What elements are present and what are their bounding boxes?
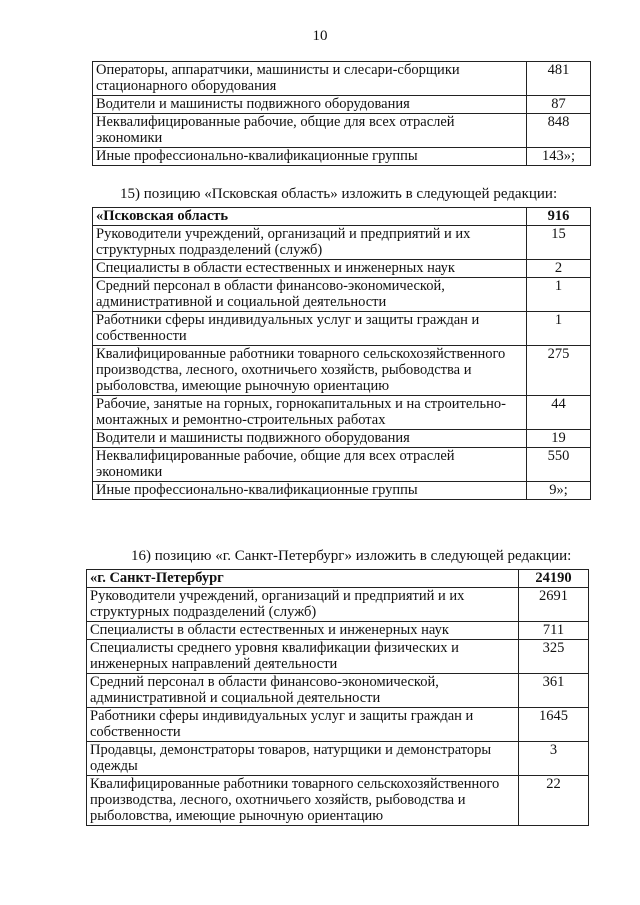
table-row [93,346,591,396]
pskov-region-table [92,207,591,500]
table-row [93,114,591,148]
row-label: Иные профессионально-квалификационные группы [93,482,527,500]
row-value: 15 [527,226,591,260]
saint-petersburg-table [86,569,589,826]
row-label: Неквалифицированные рабочие, общие для всех отраслей экономики [93,448,527,482]
row-value: 550 [527,448,591,482]
page-number: 10 [312,28,328,44]
region-name: «г. Санкт-Петербург [87,570,519,588]
row-label: Водители и машинисты подвижного оборудования [93,430,527,448]
table-continuation [92,61,591,166]
table-row [87,622,589,640]
row-label: Неквалифицированные рабочие, общие для всех отраслей экономики [93,114,527,148]
row-label: Рабочие, занятые на горных, горнокапитальных и на строительно-монтажных и ремонтно-строительных работах [93,396,527,430]
row-value: 361 [519,674,589,708]
table-row [87,742,589,776]
row-label: Средний персонал в области финансово-экономической, административной и социальной деятельности [87,674,519,708]
row-value: 3 [519,742,589,776]
table-row [93,482,591,500]
table-header-row [87,570,589,588]
table-header-row [93,208,591,226]
table-row [87,776,589,826]
row-value: 9»; [527,482,591,500]
row-value: 1645 [519,708,589,742]
row-value: 481 [527,62,591,96]
row-label: Квалифицированные работники товарного сельскохозяйственного производства, лесного, охотничьего хозяйств, рыбоводства и рыболовства, имеющие рыночную ориентацию [93,346,527,396]
row-label: Операторы, аппаратчики, машинисты и слесари-сборщики стационарного оборудования [93,62,527,96]
table-row [93,312,591,346]
section-15-caption: 15) позицию «Псковская область» изложить в следующей редакции: [120,186,558,202]
row-label: Иные профессионально-квалификационные группы [93,148,527,166]
row-value: 2 [527,260,591,278]
row-value: 1 [527,278,591,312]
table-row [93,396,591,430]
row-label: Руководители учреждений, организаций и предприятий и их структурных подразделений (служб) [87,588,519,622]
table-row [93,430,591,448]
table-row [87,708,589,742]
row-value: 22 [519,776,589,826]
table-row [93,148,591,166]
section-16-caption: 16) позицию «г. Санкт-Петербург» изложить в следующей редакции: [131,548,572,564]
row-value: 44 [527,396,591,430]
row-value: 275 [527,346,591,396]
row-value: 143»; [527,148,591,166]
table-row [93,278,591,312]
region-name: «Псковская область [93,208,527,226]
row-value: 87 [527,96,591,114]
row-label: Средний персонал в области финансово-экономической, административной и социальной деятельности [93,278,527,312]
row-label: Работники сферы индивидуальных услуг и защиты граждан и собственности [87,708,519,742]
row-label: Работники сферы индивидуальных услуг и защиты граждан и собственности [93,312,527,346]
row-value: 848 [527,114,591,148]
table-row [93,62,591,96]
row-value: 325 [519,640,589,674]
region-total: 916 [527,208,591,226]
region-total: 24190 [519,570,589,588]
row-value: 1 [527,312,591,346]
table-row [93,96,591,114]
row-label: Специалисты в области естественных и инженерных наук [93,260,527,278]
row-value: 2691 [519,588,589,622]
table-row [93,226,591,260]
row-label: Руководители учреждений, организаций и предприятий и их структурных подразделений (служб) [93,226,527,260]
row-label: Специалисты среднего уровня квалификации физических и инженерных направлений деятельности [87,640,519,674]
row-value: 711 [519,622,589,640]
table-row [87,588,589,622]
table-row [93,260,591,278]
row-value: 19 [527,430,591,448]
row-label: Продавцы, демонстраторы товаров, натурщики и демонстраторы одежды [87,742,519,776]
row-label: Водители и машинисты подвижного оборудования [93,96,527,114]
table-row [93,448,591,482]
table-row [87,640,589,674]
row-label: Квалифицированные работники товарного сельскохозяйственного производства, лесного, охотничьего хозяйств, рыбоводства и рыболовства, имеющие рыночную ориентацию [87,776,519,826]
table-row [87,674,589,708]
row-label: Специалисты в области естественных и инженерных наук [87,622,519,640]
